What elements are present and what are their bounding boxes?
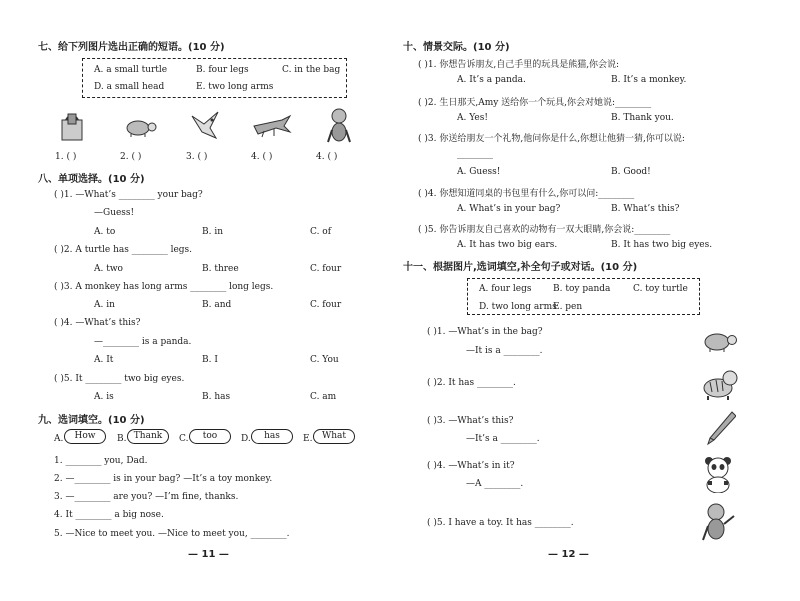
s10-q5-option-b[interactable]: B. It has two big eyes. [611, 240, 713, 250]
s10-q4-option-a[interactable]: A. What’s in your bag? [457, 204, 561, 214]
s11-option-a: A. four legs [479, 284, 532, 294]
s8-q1-reply: —Guess! [94, 208, 135, 218]
bag-picture [58, 108, 86, 142]
s10-q5-option-a[interactable]: A. It has two big ears. [457, 240, 558, 250]
page-number-right: — 12 — [548, 549, 589, 560]
s10-q5-stem: ( )5. 你告诉朋友自己喜欢的动物有一双大眼睛,你会说:________ [418, 225, 671, 235]
s10-q1-option-a[interactable]: A. It’s a panda. [457, 75, 526, 85]
s8-q5-option-a[interactable]: A. is [94, 392, 114, 402]
s11-q5-stem: ( )5. I have a toy. It has ________. [427, 518, 574, 528]
s8-q5-stem: ( )5. It ________ two big eyes. [54, 374, 185, 384]
s8-q3-option-b[interactable]: B. and [202, 300, 232, 310]
s8-q2-stem: ( )2. A turtle has ________ legs. [54, 245, 193, 255]
s11-q4-reply: —A ________. [466, 479, 524, 489]
bird-picture [190, 110, 222, 140]
s9-letter-b: B. [117, 434, 127, 444]
section-7-title: 七、给下列图片选出正确的短语。(10 分) [38, 42, 225, 53]
s8-q5-option-b[interactable]: B. has [202, 392, 231, 402]
s7-option-c: C. in the bag [282, 65, 341, 75]
pen-picture [706, 410, 736, 446]
s7-answer-2[interactable]: 2. ( ) [120, 152, 142, 162]
s10-q3-option-b[interactable]: B. Good! [611, 167, 651, 177]
s11-option-b: B. toy panda [553, 284, 611, 294]
s8-q4-stem: ( )4. —What’s this? [54, 318, 141, 328]
s8-q1-stem: ( )1. —What’s ________ your bag? [54, 190, 203, 200]
turtle-picture [123, 117, 157, 137]
s11-q1-reply: —It is a ________. [466, 346, 543, 356]
s8-q1-option-a[interactable]: A. to [94, 227, 116, 237]
s9-word-how: How [64, 429, 106, 444]
s9-letter-c: C. [179, 434, 189, 444]
s11-q2-stem: ( )2. It has ________. [427, 378, 516, 388]
s8-q4-option-b[interactable]: B. I [202, 355, 218, 365]
s10-q4-stem: ( )4. 你想知道同桌的书包里有什么,你可以问:________ [418, 189, 635, 199]
s9-word-thank: Thank [127, 429, 169, 444]
page-number-left: — 11 — [188, 549, 229, 560]
section-8-title: 八、单项选择。(10 分) [38, 174, 145, 185]
s7-option-e: E. two long arms [196, 82, 274, 92]
section-10-title: 十、情景交际。(10 分) [403, 42, 510, 53]
turtle-picture [702, 330, 738, 352]
s8-q2-option-b[interactable]: B. three [202, 264, 239, 274]
s9-word-what: What [313, 429, 355, 444]
s11-q1-stem: ( )1. —What’s in the bag? [427, 327, 543, 337]
s9-q2: 2. —________ is in your bag? —It’s a toy monkey. [54, 474, 273, 484]
s11-option-d: D. two long arms [479, 302, 557, 312]
s8-q1-option-b[interactable]: B. in [202, 227, 224, 237]
section-7-option-box [82, 58, 347, 98]
s10-q3-blank[interactable]: ________ [457, 149, 493, 159]
s8-q1-option-c[interactable]: C. of [310, 227, 332, 237]
s7-answer-4[interactable]: 4. ( ) [251, 152, 273, 162]
s9-q4: 4. It ________ a big nose. [54, 510, 164, 520]
s9-letter-e: E. [303, 434, 313, 444]
s11-option-e: E. pen [553, 302, 583, 312]
section-9-title: 九、选词填空。(10 分) [38, 415, 145, 426]
s7-option-a: A. a small turtle [94, 65, 168, 75]
s8-q4-option-a[interactable]: A. It [94, 355, 114, 365]
s9-letter-d: D. [241, 434, 251, 444]
s9-q5: 5. —Nice to meet you. —Nice to meet you, ________. [54, 529, 290, 539]
s8-q3-option-a[interactable]: A. in [94, 300, 115, 310]
panda-picture [702, 455, 734, 493]
s10-q2-option-a[interactable]: A. Yes! [457, 113, 488, 123]
s10-q1-option-b[interactable]: B. It’s a monkey. [611, 75, 687, 85]
s10-q3-option-a[interactable]: A. Guess! [457, 167, 501, 177]
s9-word-has: has [251, 429, 293, 444]
s8-q2-option-c[interactable]: C. four [310, 264, 342, 274]
s9-word-too: too [189, 429, 231, 444]
s7-answer-5[interactable]: 4. ( ) [316, 152, 338, 162]
s8-q4-option-c[interactable]: C. You [310, 355, 339, 365]
s11-option-c: C. toy turtle [633, 284, 688, 294]
s10-q4-option-b[interactable]: B. What’s this? [611, 204, 680, 214]
monkey-picture [702, 502, 736, 542]
monkey-picture [327, 108, 351, 146]
s8-q3-option-c[interactable]: C. four [310, 300, 342, 310]
s7-option-d: D. a small head [94, 82, 165, 92]
s11-q3-stem: ( )3. —What’s this? [427, 416, 514, 426]
section-11-title: 十一、根据图片,选词填空,补全句子或对话。(10 分) [403, 262, 638, 273]
s8-q4-reply: —________ is a panda. [94, 337, 192, 347]
s8-q5-option-c[interactable]: C. am [310, 392, 337, 402]
crocodile-picture [252, 112, 292, 140]
s10-q2-option-b[interactable]: B. Thank you. [611, 113, 674, 123]
s10-q2-stem: ( )2. 生日那天,Amy 送给你一个玩具,你会对她说:________ [418, 98, 652, 108]
s7-answer-3[interactable]: 3. ( ) [186, 152, 208, 162]
s7-option-b: B. four legs [196, 65, 249, 75]
s9-q1: 1. ________ you, Dad. [54, 456, 148, 466]
s7-answer-1[interactable]: 1. ( ) [55, 152, 77, 162]
s9-q3: 3. —________ are you? —I’m fine, thanks. [54, 492, 239, 502]
s10-q1-stem: ( )1. 你想告诉朋友,自己手里的玩具是熊猫,你会说: [418, 60, 620, 70]
s9-letter-a: A. [54, 434, 64, 444]
s10-q3-stem: ( )3. 你送给朋友一个礼物,他问你是什么,你想让他猜一猜,你可以说: [418, 134, 685, 144]
s8-q3-stem: ( )3. A monkey has long arms ________ long legs. [54, 282, 274, 292]
s8-q2-option-a[interactable]: A. two [94, 264, 123, 274]
tiger-picture [700, 368, 738, 400]
s11-q4-stem: ( )4. —What’s in it? [427, 461, 515, 471]
s11-q3-reply: —It’s a ________. [466, 434, 540, 444]
